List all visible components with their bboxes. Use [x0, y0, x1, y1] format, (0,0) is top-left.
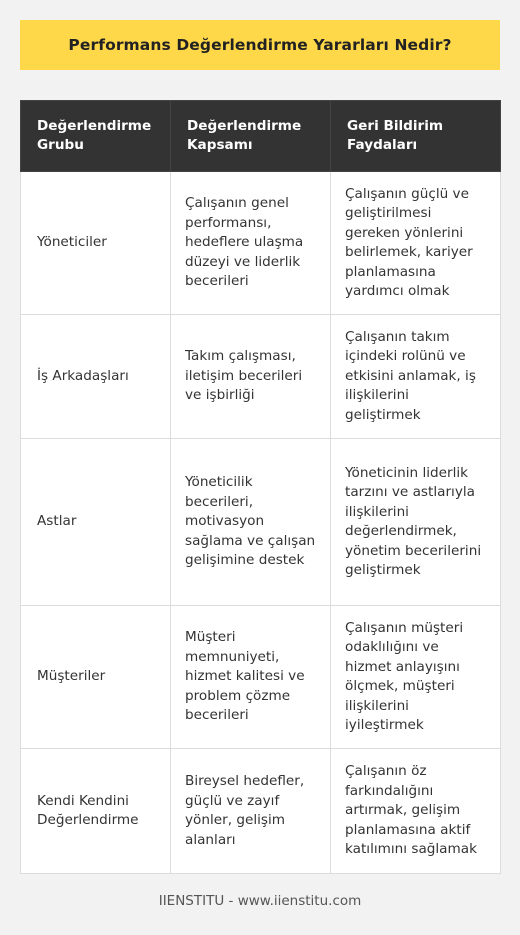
group-cell: Müşteriler	[21, 606, 171, 749]
header-evaluation-group: Değerlendirme Grubu	[21, 101, 171, 172]
footer-credit: IIENSTITU - www.iienstitu.com	[158, 893, 362, 909]
scope-cell: Çalışanın genel performansı, hedeflere ulaşma düzeyi ve liderlik becerileri	[171, 172, 331, 315]
table-row	[21, 749, 501, 874]
group-cell: Astlar	[21, 439, 171, 606]
benefit-cell: Çalışanın müşteri odaklılığını ve hizmet anlayışını ölçmek, müşteri ilişkilerini iyileştirmek	[331, 606, 501, 749]
benefit-cell: Çalışanın öz farkındalığını artırmak, gelişim planlamasına aktif katılımını sağlamak	[331, 749, 501, 874]
benefit-cell: Çalışanın takım içindeki rolünü ve etkisini anlamak, iş ilişkilerini geliştirmek	[331, 315, 501, 439]
table-row	[21, 315, 501, 439]
header-feedback-benefits: Geri Bildirim Faydaları	[331, 101, 501, 172]
table-row	[21, 606, 501, 749]
table-row	[21, 439, 501, 606]
evaluation-table	[20, 100, 501, 874]
group-cell: Yöneticiler	[21, 172, 171, 315]
scope-cell: Yöneticilik becerileri, motivasyon sağlama ve çalışan gelişimine destek	[171, 439, 331, 606]
benefit-cell: Çalışanın güçlü ve geliştirilmesi gereken yönlerini belirlemek, kariyer planlamasına yardımcı olmak	[331, 172, 501, 315]
table-header-row	[21, 101, 501, 172]
benefit-cell: Yöneticinin liderlik tarzını ve astlarıyla ilişkilerini değerlendirmek, yönetim becerilerini geliştirmek	[331, 439, 501, 606]
page-title: Performans Değerlendirme Yararları Nedir?	[20, 20, 500, 70]
scope-cell: Müşteri memnuniyeti, hizmet kalitesi ve problem çözme becerileri	[171, 606, 331, 749]
scope-cell: Bireysel hedefler, güçlü ve zayıf yönler, gelişim alanları	[171, 749, 331, 874]
scope-cell: Takım çalışması, iletişim becerileri ve işbirliği	[171, 315, 331, 439]
group-cell: İş Arkadaşları	[21, 315, 171, 439]
table-row	[21, 172, 501, 315]
group-cell: Kendi Kendini Değerlendirme	[21, 749, 171, 874]
header-evaluation-scope: Değerlendirme Kapsamı	[171, 101, 331, 172]
